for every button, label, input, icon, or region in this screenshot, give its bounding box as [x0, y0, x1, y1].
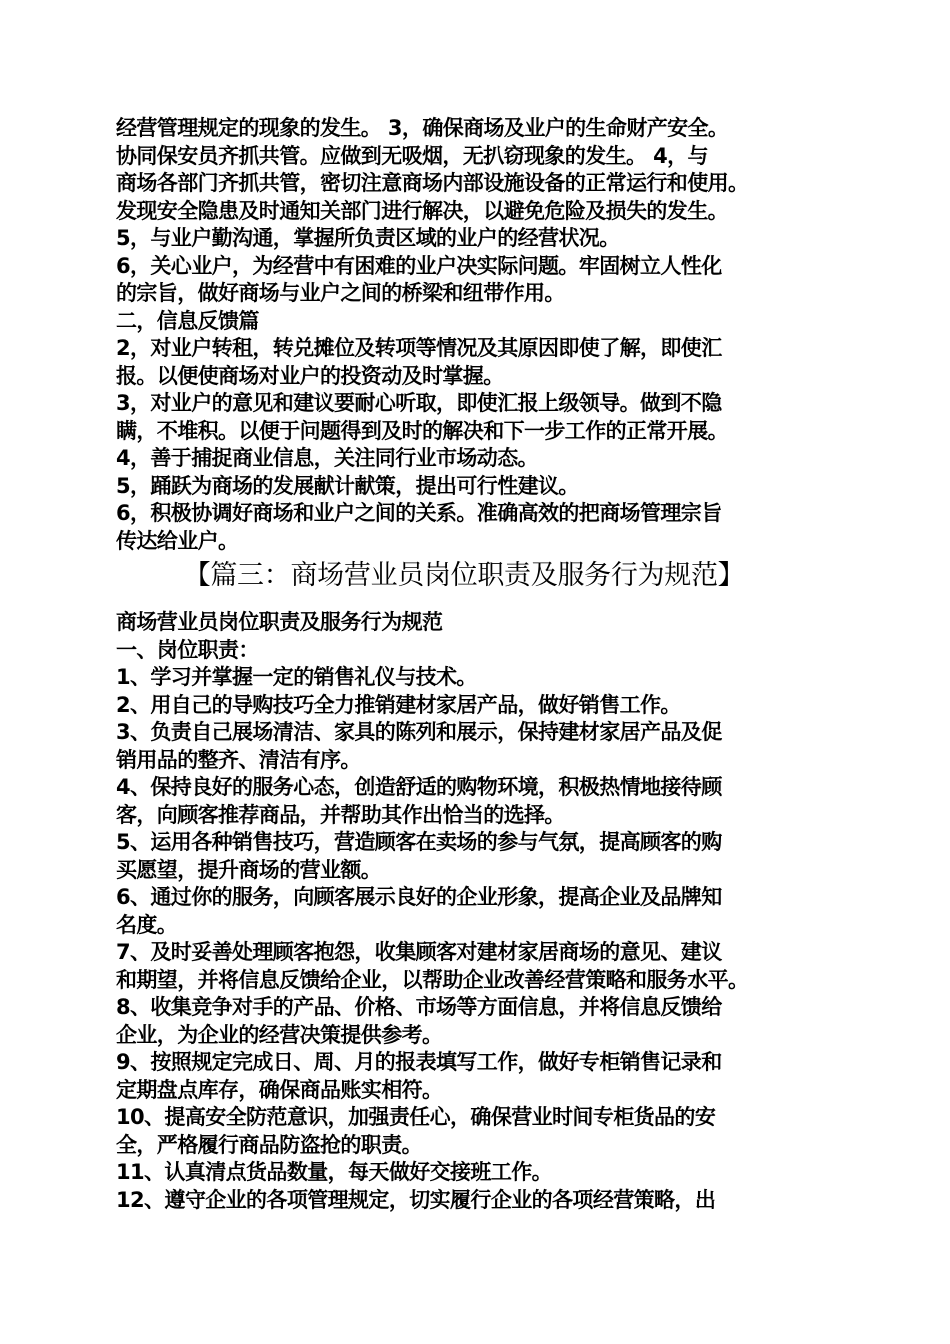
- text-line: 3、负责自己展场清洁、家具的陈列和展示，保持建材家居产品及促: [116, 720, 722, 744]
- text-line: 5、运用各种销售技巧，营造顾客在卖场的参与气氛，提高顾客的购: [116, 830, 722, 854]
- text-line: 11、认真清点货品数量，每天做好交接班工作。: [116, 1160, 553, 1184]
- text-line: 瞒，不堆积。以便于问题得到及时的解决和下一步工作的正常开展。: [116, 418, 728, 443]
- text-block-1: [116, 115, 836, 555]
- text-line: 12、遵守企业的各项管理规定，切实履行企业的各项经营策略，出: [116, 1187, 716, 1212]
- text-line: 报。以便使商场对业户的投资动及时掌握。: [116, 363, 504, 388]
- text-line: 传达给业户。: [116, 528, 239, 553]
- text-line: 全，严格履行商品防盗抢的职责。: [116, 1132, 422, 1157]
- document-subtitle: 商场营业员岗位职责及服务行为规范: [116, 610, 443, 634]
- text-line: 和期望，并将信息反馈给企业，以帮助企业改善经营策略和服务水平。: [116, 967, 749, 992]
- text-line: 发现安全隐患及时通知关部门进行解决，以避免危险及损失的发生。: [116, 198, 728, 223]
- text-line: 4，善于捕捉商业信息，关注同行业市场动态。: [116, 446, 539, 470]
- subsection-heading: 二，信息反馈篇: [116, 308, 259, 333]
- subsection-heading: 一、岗位职责：: [116, 637, 259, 662]
- text-line: 7、及时妥善处理顾客抱怨，收集顾客对建材家居商场的意见、建议: [116, 940, 722, 964]
- text-line: 的宗旨，做好商场与业户之间的桥梁和纽带作用。: [116, 281, 565, 305]
- text-line: 名度。: [116, 912, 178, 937]
- text-line: 协同保安员齐抓共管。应做到无吸烟，无扒窃现象的发生。 4，与: [116, 143, 708, 168]
- text-line: 8、收集竞争对手的产品、价格、市场等方面信息，并将信息反馈给: [116, 995, 722, 1019]
- text-line: 6、通过你的服务，向顾客展示良好的企业形象，提高企业及品牌知: [116, 885, 722, 909]
- text-line: 客，向顾客推荐商品，并帮助其作出恰当的选择。: [116, 802, 565, 827]
- text-block-2: [116, 609, 836, 1214]
- text-line: 买愿望，提升商场的营业额。: [116, 857, 382, 882]
- text-line: 定期盘点库存，确保商品账实相符。: [116, 1077, 443, 1102]
- text-line: 1、学习并掌握一定的销售礼仪与技术。: [116, 665, 477, 689]
- text-line: 5，踊跃为商场的发展献计献策，提出可行性建议。: [116, 473, 579, 498]
- section-heading: 【篇三：商场营业员岗位职责及服务行为规范】: [183, 560, 745, 591]
- document-page: [116, 115, 836, 1214]
- text-line: 商场各部门齐抓共管，密切注意商场内部设施设备的正常运行和使用。: [116, 171, 749, 195]
- text-line: 4、保持良好的服务心态，创造舒适的购物环境，积极热情地接待顾: [116, 775, 722, 799]
- text-line: 经营管理规定的现象的发生。 3，确保商场及业户的生命财产安全。: [116, 116, 729, 140]
- text-line: 3，对业户的意见和建议要耐心听取，即使汇报上级领导。做到不隐: [116, 391, 722, 415]
- text-line: 2，对业户转租，转兑摊位及转项等情况及其原因即使了解，即使汇: [116, 336, 722, 360]
- text-line: 企业，为企业的经营决策提供参考。: [116, 1022, 443, 1047]
- text-line: 2、用自己的导购技巧全力推销建材家居产品，做好销售工作。: [116, 692, 681, 717]
- text-line: 10、提高安全防范意识，加强责任心，确保营业时间专柜货品的安: [116, 1105, 716, 1129]
- text-line: 6，关心业户，为经营中有困难的业户决实际问题。牢固树立人性化: [116, 253, 722, 278]
- text-line: 6，积极协调好商场和业户之间的关系。准确高效的把商场管理宗旨: [116, 501, 722, 525]
- text-line: 销用品的整齐、清洁有序。: [116, 747, 361, 772]
- text-line: 5，与业户勤沟通，掌握所负责区域的业户的经营状况。: [116, 226, 620, 250]
- text-line: 9、按照规定完成日、周、月的报表填写工作，做好专柜销售记录和: [116, 1050, 722, 1074]
